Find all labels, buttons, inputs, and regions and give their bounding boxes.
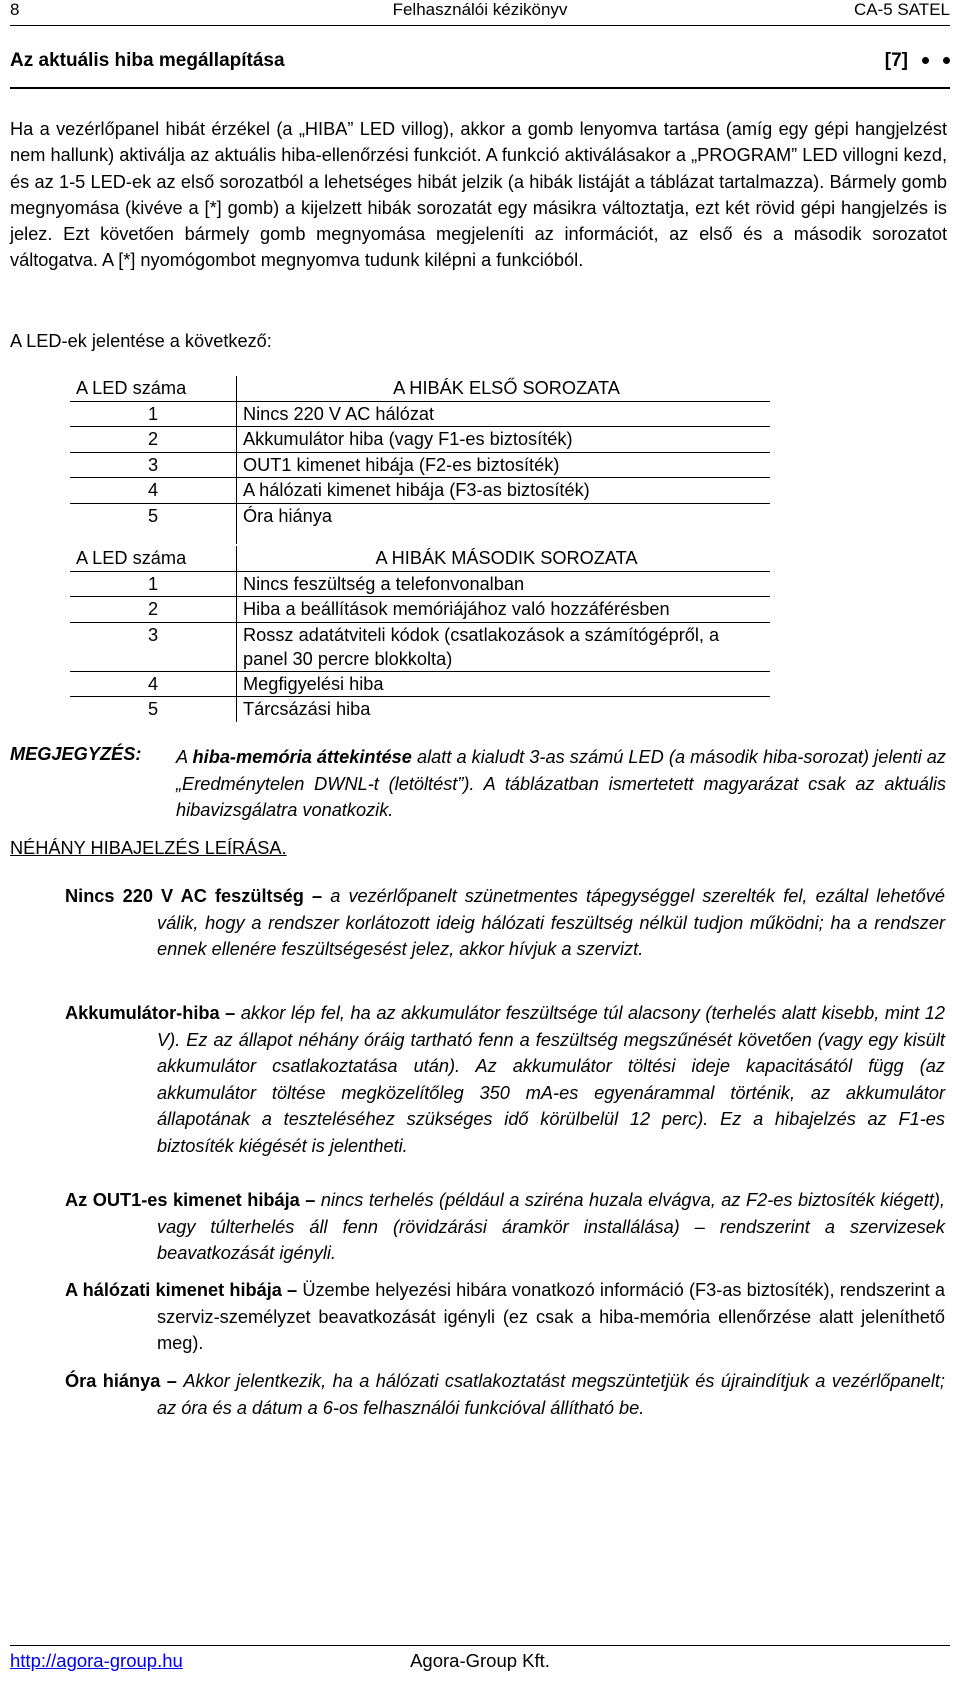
page-footer [10,1650,950,1676]
bullet-dot-icon [922,57,929,64]
section-title [10,50,950,76]
led-number: 5 [70,697,237,722]
section-ref [885,50,950,72]
fault-description: OUT1 kimenet hibája (F2-es biztosíték) [237,452,771,478]
table-row [70,427,770,453]
description-item [65,1187,945,1267]
table-header-row [70,546,770,571]
description-dash: – [281,1280,303,1300]
product-name: CA-5 SATEL [853,0,950,19]
led-table-first-series [70,376,770,544]
description-item [65,1000,945,1159]
fault-description: A hálózati kimenet hibája (F3-as biztosíték) [237,478,771,504]
note-text: alatt a kialudt 3-as számú LED (a második hiba-sorozat) jelenti az „Eredménytelen DWNL-t (letöltést”). A táblázatban ismertetett magyarázat csak az aktuális hibavizsgálatra vonatkozik. [176,747,946,820]
led-number: 1 [70,571,237,597]
table-row [70,597,770,623]
description-dash: – [219,1003,241,1023]
column-header-led: A LED száma [70,376,237,401]
bullet-dot-icon [943,57,950,64]
led-number: 3 [70,452,237,478]
table-row [70,671,770,697]
description-term: Az OUT1-es kimenet hibája [65,1190,300,1210]
description-item [65,1277,945,1357]
page-header [10,0,950,24]
led-number: 4 [70,478,237,504]
table-row [70,697,770,722]
led-number: 1 [70,401,237,427]
fault-description-line: panel 30 percre blokkolta) [243,648,453,669]
table-row [70,401,770,427]
description-dash: – [299,1190,321,1210]
fault-description: Nincs 220 V AC hálózat [237,401,771,427]
description-dash: – [160,1371,184,1391]
fault-description: Tárcsázási hiba [243,699,371,719]
description-term: Nincs 220 V AC feszültség [65,886,304,906]
section-title-text: Az aktuális hiba megállapítása [10,50,285,71]
led-table-second-series [70,546,770,722]
description-term: Akkumulátor-hiba [65,1003,220,1023]
fault-description-line: Rossz adatátviteli kódok (csatlakozások a számítógépről, a [243,624,720,645]
fault-description: Hiba a beállítások memóriájához való hozzáférésben [237,597,771,623]
fault-description: Óra hiánya [243,505,332,526]
intro-paragraph: Ha a vezérlőpanel hibát érzékel (a „HIBA” LED villog), akkor a gomb lenyomva tartása (amíg egy gépi hangjelzést nem hallunk) aktiválja az aktuális hiba-ellenőrzési funkciót. A funkció aktiválásakor a „PROGRAM” LED villogni kezd, és az 1-5 LED-ek az első sorozatból a lehetséges hibát jelzik (a hibák listáját a táblázat tartalmazza). Bármely gomb megnyomása (kivéve a [*] gomb) a kijelzett hibák sorozatát egy másikra változtatja, ezt két rövid gépi hangjelzés is jelez. Ezt követően bármely gomb megnyomása megjeleníti az információt, az első és a második sorozatot váltogatva. A [*] nyomógombot megnyomva tudunk kilépni a funkcióból. [10,119,947,271]
column-header-led: A LED száma [70,546,237,571]
description-text: nincs terhelés (például a sziréna huzala elvágva, az F2-es biztosíték kiégett), vagy túlterhelés áll fenn (rövidzárási áramkör installálása) – rendszerint a szervizesek beavatkozását igényli. [157,1190,945,1263]
fault-description [237,622,771,671]
website-link[interactable]: http://agora-group.hu [10,1650,183,1671]
description-term: Óra hiánya [65,1371,161,1391]
column-header-series: A HIBÁK ELSŐ SOROZATA [237,376,771,401]
table-row [70,622,770,671]
section-ref-number: [7] [884,50,908,71]
description-text: a vezérlőpanelt szünetmentes tápegységgel szerelték fel, ezáltal lehetővé válik, hogy a rendszer korlátozott ideig hálózati feszültség nélkül tudjon működni; ha a rendszer ennek ellenére feszültségesést jelez, akkor hívjuk a szervizt. [157,886,945,959]
fault-description: Akkumulátor hiba (vagy F1-es biztosíték) [237,427,771,453]
note-emphasis: hiba-memória áttekintése [192,747,412,767]
page-number: 8 [10,0,20,19]
table-header-row [70,376,770,401]
table-row [70,503,770,544]
description-dash: – [303,886,331,906]
led-number: 3 [70,622,237,671]
led-number: 2 [70,427,237,453]
table-row [70,478,770,504]
company-name: Agora-Group Kft. [410,1650,550,1671]
led-meaning-caption: A LED-ek jelentése a következő: [10,331,272,351]
note-body [176,744,946,824]
led-number: 2 [70,597,237,623]
description-item [65,1368,945,1421]
description-item [65,883,945,963]
fault-description: Nincs feszültség a telefonvonalban [237,571,771,597]
description-text: akkor lép fel, ha az akkumulátor feszültsége túl alacsony (terhelés alatt kisebb, mint 12 V). Ez az állapot néhány óráig tartható fenn a feszültség megszűnését követően (vagy egy kisült akkumulátor csatlakoztatása után). Az akkumulátor töltési ideje kapacitásától függ (az akkumulátor töltése megközelítőleg 350 mA-es egyenárammal történik, az akkumulátor állapotának a teszteléséhez szükséges idő körülbelül 12 perc). Ez a hibajelzés az F1-es biztosíték kiégését is jelentheti. [157,1003,945,1156]
led-number: 5 [70,503,237,544]
table-row [70,452,770,478]
column-header-series: A HIBÁK MÁSODIK SOROZATA [237,546,771,571]
section-divider [10,87,950,89]
description-text: Üzembe helyezési hibára vonatkozó információ (F3-as biztosíték), rendszerint a szerviz-személyzet beavatkozását igényli (ez csak a hiba-memória ellenőrzése alatt jeleníthető meg). [157,1280,945,1353]
fault-description: Megfigyelési hiba [237,671,771,697]
document-title: Felhasználói kézikönyv [392,0,568,19]
header-divider [10,25,950,26]
note-text: A [176,747,193,767]
description-text: Akkor jelentkezik, ha a hálózati csatlakoztatást megszüntetjük és újraindítjuk a vezérlőpanelt; az óra és a dátum a 6-os felhasználói funkcióval állítható be. [157,1371,945,1418]
description-term: A hálózati kimenet hibája [65,1280,282,1300]
footer-divider [10,1645,950,1646]
led-number: 4 [70,671,237,697]
fault-descriptions-heading: NÉHÁNY HIBAJELZÉS LEÍRÁSA. [10,838,287,858]
note-label: MEGJEGYZÉS: [10,744,142,764]
table-row [70,571,770,597]
